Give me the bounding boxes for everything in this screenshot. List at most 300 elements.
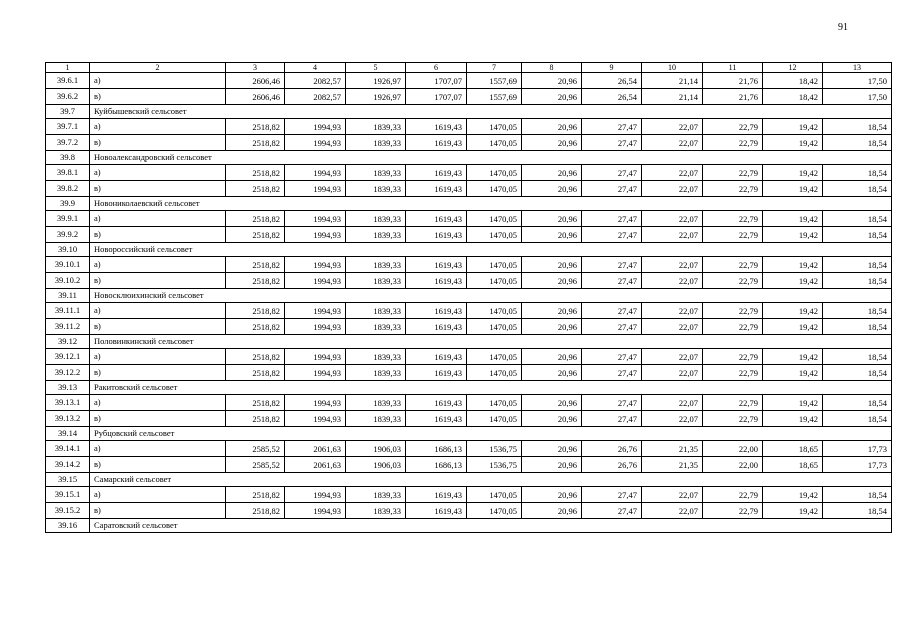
row-code: 39.11.1 xyxy=(46,303,90,319)
table-row xyxy=(46,503,892,519)
value-cell: 2585,52 xyxy=(226,457,285,473)
value-cell: 18,54 xyxy=(823,135,892,151)
value-cell: 22,07 xyxy=(642,211,703,227)
value-cell: 19,42 xyxy=(763,487,823,503)
value-cell: 20,96 xyxy=(522,349,582,365)
value-cell: 22,79 xyxy=(703,411,763,427)
value-cell: 1926,97 xyxy=(346,73,406,89)
value-cell: 1619,43 xyxy=(406,319,467,335)
value-cell: 2518,82 xyxy=(226,135,285,151)
value-cell: 1470,05 xyxy=(467,365,522,381)
value-cell: 18,42 xyxy=(763,73,823,89)
value-cell: 20,96 xyxy=(522,487,582,503)
value-cell: 1557,69 xyxy=(467,73,522,89)
value-cell: 21,14 xyxy=(642,89,703,105)
value-cell: 1906,03 xyxy=(346,457,406,473)
value-cell: 1470,05 xyxy=(467,257,522,273)
group-code: 39.15 xyxy=(46,473,90,487)
row-code: 39.12.1 xyxy=(46,349,90,365)
value-cell: 20,96 xyxy=(522,365,582,381)
group-code: 39.9 xyxy=(46,197,90,211)
value-cell: 20,96 xyxy=(522,89,582,105)
row-label: в) xyxy=(90,319,226,335)
value-cell: 1994,93 xyxy=(285,503,346,519)
value-cell: 1839,33 xyxy=(346,395,406,411)
column-header: 6 xyxy=(406,63,467,73)
value-cell: 19,42 xyxy=(763,119,823,135)
row-code: 39.14.1 xyxy=(46,441,90,457)
value-cell: 1839,33 xyxy=(346,227,406,243)
value-cell: 22,07 xyxy=(642,349,703,365)
group-code: 39.13 xyxy=(46,381,90,395)
value-cell: 20,96 xyxy=(522,135,582,151)
value-cell: 27,47 xyxy=(582,135,642,151)
row-code: 39.13.2 xyxy=(46,411,90,427)
row-code: 39.13.1 xyxy=(46,395,90,411)
row-code: 39.10.1 xyxy=(46,257,90,273)
value-cell: 22,79 xyxy=(703,273,763,289)
value-cell: 19,42 xyxy=(763,503,823,519)
value-cell: 19,42 xyxy=(763,319,823,335)
value-cell: 2518,82 xyxy=(226,257,285,273)
value-cell: 1994,93 xyxy=(285,395,346,411)
value-cell: 1994,93 xyxy=(285,319,346,335)
value-cell: 2518,82 xyxy=(226,181,285,197)
value-cell: 2518,82 xyxy=(226,411,285,427)
table-body xyxy=(46,73,892,533)
row-label: а) xyxy=(90,441,226,457)
group-name: Куйбышевский сельсовет xyxy=(90,105,892,119)
value-cell: 27,47 xyxy=(582,487,642,503)
value-cell: 1619,43 xyxy=(406,135,467,151)
value-cell: 22,07 xyxy=(642,303,703,319)
value-cell: 1470,05 xyxy=(467,395,522,411)
value-cell: 18,54 xyxy=(823,303,892,319)
value-cell: 1994,93 xyxy=(285,165,346,181)
value-cell: 20,96 xyxy=(522,227,582,243)
table-row xyxy=(46,487,892,503)
value-cell: 22,07 xyxy=(642,165,703,181)
value-cell: 2061,63 xyxy=(285,441,346,457)
value-cell: 1470,05 xyxy=(467,135,522,151)
value-cell: 2518,82 xyxy=(226,365,285,381)
value-cell: 22,00 xyxy=(703,457,763,473)
value-cell: 1906,03 xyxy=(346,441,406,457)
value-cell: 19,42 xyxy=(763,395,823,411)
page-number: 91 xyxy=(838,22,848,33)
table-row xyxy=(46,135,892,151)
value-cell: 19,42 xyxy=(763,411,823,427)
column-header: 5 xyxy=(346,63,406,73)
row-code: 39.7.1 xyxy=(46,119,90,135)
group-code: 39.11 xyxy=(46,289,90,303)
value-cell: 20,96 xyxy=(522,395,582,411)
value-cell: 22,07 xyxy=(642,273,703,289)
column-header: 9 xyxy=(582,63,642,73)
value-cell: 1839,33 xyxy=(346,273,406,289)
value-cell: 20,96 xyxy=(522,119,582,135)
value-cell: 22,79 xyxy=(703,257,763,273)
value-cell: 27,47 xyxy=(582,211,642,227)
value-cell: 2518,82 xyxy=(226,303,285,319)
value-cell: 27,47 xyxy=(582,119,642,135)
value-cell: 27,47 xyxy=(582,349,642,365)
group-row xyxy=(46,105,892,119)
value-cell: 1619,43 xyxy=(406,487,467,503)
value-cell: 19,42 xyxy=(763,349,823,365)
value-cell: 1619,43 xyxy=(406,303,467,319)
value-cell: 1619,43 xyxy=(406,503,467,519)
value-cell: 1470,05 xyxy=(467,319,522,335)
group-name: Саратовский сельсовет xyxy=(90,519,892,533)
value-cell: 22,79 xyxy=(703,227,763,243)
value-cell: 2082,57 xyxy=(285,73,346,89)
table-row xyxy=(46,457,892,473)
value-cell: 1839,33 xyxy=(346,503,406,519)
value-cell: 2585,52 xyxy=(226,441,285,457)
table-row xyxy=(46,411,892,427)
value-cell: 22,07 xyxy=(642,319,703,335)
value-cell: 1994,93 xyxy=(285,227,346,243)
value-cell: 1470,05 xyxy=(467,165,522,181)
row-code: 39.14.2 xyxy=(46,457,90,473)
row-label: в) xyxy=(90,411,226,427)
row-label: а) xyxy=(90,395,226,411)
value-cell: 1619,43 xyxy=(406,119,467,135)
value-cell: 27,47 xyxy=(582,319,642,335)
row-code: 39.15.1 xyxy=(46,487,90,503)
row-label: в) xyxy=(90,89,226,105)
value-cell: 1839,33 xyxy=(346,349,406,365)
value-cell: 1686,13 xyxy=(406,457,467,473)
value-cell: 1470,05 xyxy=(467,503,522,519)
group-row xyxy=(46,197,892,211)
value-cell: 18,54 xyxy=(823,257,892,273)
value-cell: 1536,75 xyxy=(467,457,522,473)
row-code: 39.6.2 xyxy=(46,89,90,105)
value-cell: 18,65 xyxy=(763,441,823,457)
value-cell: 1926,97 xyxy=(346,89,406,105)
value-cell: 20,96 xyxy=(522,319,582,335)
value-cell: 27,47 xyxy=(582,411,642,427)
value-cell: 2518,82 xyxy=(226,319,285,335)
table-row xyxy=(46,441,892,457)
group-row xyxy=(46,381,892,395)
row-code: 39.7.2 xyxy=(46,135,90,151)
value-cell: 1994,93 xyxy=(285,303,346,319)
group-row xyxy=(46,427,892,441)
value-cell: 2518,82 xyxy=(226,503,285,519)
value-cell: 27,47 xyxy=(582,395,642,411)
value-cell: 20,96 xyxy=(522,181,582,197)
value-cell: 1619,43 xyxy=(406,349,467,365)
value-cell: 1470,05 xyxy=(467,487,522,503)
group-row xyxy=(46,473,892,487)
value-cell: 17,73 xyxy=(823,457,892,473)
value-cell: 26,76 xyxy=(582,441,642,457)
value-cell: 22,79 xyxy=(703,119,763,135)
value-cell: 1619,43 xyxy=(406,365,467,381)
value-cell: 22,07 xyxy=(642,119,703,135)
group-code: 39.14 xyxy=(46,427,90,441)
row-label: а) xyxy=(90,119,226,135)
group-code: 39.16 xyxy=(46,519,90,533)
value-cell: 19,42 xyxy=(763,165,823,181)
value-cell: 22,07 xyxy=(642,411,703,427)
table-row xyxy=(46,211,892,227)
value-cell: 22,79 xyxy=(703,319,763,335)
value-cell: 1536,75 xyxy=(467,441,522,457)
value-cell: 1707,07 xyxy=(406,89,467,105)
value-cell: 20,96 xyxy=(522,273,582,289)
value-cell: 19,42 xyxy=(763,273,823,289)
row-label: а) xyxy=(90,257,226,273)
value-cell: 1557,69 xyxy=(467,89,522,105)
value-cell: 1470,05 xyxy=(467,411,522,427)
value-cell: 18,54 xyxy=(823,487,892,503)
column-header: 12 xyxy=(763,63,823,73)
value-cell: 22,07 xyxy=(642,181,703,197)
value-cell: 20,96 xyxy=(522,457,582,473)
column-header: 13 xyxy=(823,63,892,73)
value-cell: 18,54 xyxy=(823,395,892,411)
value-cell: 26,54 xyxy=(582,89,642,105)
value-cell: 21,14 xyxy=(642,73,703,89)
value-cell: 1839,33 xyxy=(346,165,406,181)
value-cell: 1994,93 xyxy=(285,119,346,135)
value-cell: 19,42 xyxy=(763,181,823,197)
group-row xyxy=(46,335,892,349)
row-label: а) xyxy=(90,165,226,181)
table-row xyxy=(46,165,892,181)
value-cell: 2606,46 xyxy=(226,73,285,89)
value-cell: 22,79 xyxy=(703,303,763,319)
row-label: а) xyxy=(90,73,226,89)
value-cell: 1470,05 xyxy=(467,181,522,197)
value-cell: 1619,43 xyxy=(406,227,467,243)
value-cell: 1619,43 xyxy=(406,181,467,197)
column-header: 7 xyxy=(467,63,522,73)
value-cell: 19,42 xyxy=(763,365,823,381)
table-row xyxy=(46,89,892,105)
row-label: в) xyxy=(90,227,226,243)
value-cell: 22,79 xyxy=(703,181,763,197)
table-row xyxy=(46,395,892,411)
value-cell: 20,96 xyxy=(522,303,582,319)
group-row xyxy=(46,243,892,257)
row-code: 39.10.2 xyxy=(46,273,90,289)
value-cell: 22,07 xyxy=(642,395,703,411)
value-cell: 17,73 xyxy=(823,441,892,457)
value-cell: 1839,33 xyxy=(346,135,406,151)
row-label: в) xyxy=(90,273,226,289)
table-header-row xyxy=(46,63,892,73)
value-cell: 18,54 xyxy=(823,181,892,197)
row-code: 39.9.2 xyxy=(46,227,90,243)
table-row xyxy=(46,303,892,319)
value-cell: 18,54 xyxy=(823,411,892,427)
tariff-table xyxy=(45,62,892,533)
value-cell: 1839,33 xyxy=(346,257,406,273)
value-cell: 21,76 xyxy=(703,89,763,105)
row-code: 39.8.2 xyxy=(46,181,90,197)
value-cell: 19,42 xyxy=(763,211,823,227)
group-row xyxy=(46,289,892,303)
value-cell: 27,47 xyxy=(582,165,642,181)
value-cell: 26,54 xyxy=(582,73,642,89)
row-label: в) xyxy=(90,457,226,473)
value-cell: 2061,63 xyxy=(285,457,346,473)
value-cell: 22,00 xyxy=(703,441,763,457)
value-cell: 1994,93 xyxy=(285,411,346,427)
value-cell: 20,96 xyxy=(522,503,582,519)
table-row xyxy=(46,257,892,273)
row-label: а) xyxy=(90,303,226,319)
value-cell: 1470,05 xyxy=(467,119,522,135)
value-cell: 22,07 xyxy=(642,487,703,503)
value-cell: 18,54 xyxy=(823,365,892,381)
value-cell: 27,47 xyxy=(582,181,642,197)
value-cell: 22,79 xyxy=(703,395,763,411)
value-cell: 1994,93 xyxy=(285,211,346,227)
group-name: Новоалександровский сельсовет xyxy=(90,151,892,165)
value-cell: 2518,82 xyxy=(226,349,285,365)
value-cell: 1619,43 xyxy=(406,273,467,289)
value-cell: 2518,82 xyxy=(226,273,285,289)
value-cell: 21,35 xyxy=(642,441,703,457)
value-cell: 1994,93 xyxy=(285,487,346,503)
table-row xyxy=(46,73,892,89)
value-cell: 2606,46 xyxy=(226,89,285,105)
value-cell: 26,76 xyxy=(582,457,642,473)
group-name: Половинкинский сельсовет xyxy=(90,335,892,349)
group-name: Рубцовский сельсовет xyxy=(90,427,892,441)
value-cell: 1839,33 xyxy=(346,411,406,427)
column-header: 1 xyxy=(46,63,90,73)
group-code: 39.8 xyxy=(46,151,90,165)
value-cell: 1707,07 xyxy=(406,73,467,89)
value-cell: 21,76 xyxy=(703,73,763,89)
group-name: Ракитовский сельсовет xyxy=(90,381,892,395)
value-cell: 1839,33 xyxy=(346,119,406,135)
row-label: в) xyxy=(90,181,226,197)
value-cell: 18,54 xyxy=(823,211,892,227)
value-cell: 18,54 xyxy=(823,227,892,243)
group-code: 39.7 xyxy=(46,105,90,119)
value-cell: 22,07 xyxy=(642,257,703,273)
value-cell: 2518,82 xyxy=(226,487,285,503)
value-cell: 27,47 xyxy=(582,503,642,519)
group-row xyxy=(46,519,892,533)
value-cell: 1994,93 xyxy=(285,135,346,151)
value-cell: 27,47 xyxy=(582,227,642,243)
row-code: 39.8.1 xyxy=(46,165,90,181)
row-code: 39.11.2 xyxy=(46,319,90,335)
row-code: 39.15.2 xyxy=(46,503,90,519)
value-cell: 1839,33 xyxy=(346,181,406,197)
value-cell: 2518,82 xyxy=(226,395,285,411)
group-name: Самарский сельсовет xyxy=(90,473,892,487)
table-row xyxy=(46,181,892,197)
row-label: в) xyxy=(90,503,226,519)
value-cell: 2518,82 xyxy=(226,227,285,243)
row-code: 39.6.1 xyxy=(46,73,90,89)
column-header: 10 xyxy=(642,63,703,73)
value-cell: 1994,93 xyxy=(285,273,346,289)
table-row xyxy=(46,365,892,381)
value-cell: 22,79 xyxy=(703,135,763,151)
table-row xyxy=(46,227,892,243)
value-cell: 1839,33 xyxy=(346,487,406,503)
value-cell: 22,07 xyxy=(642,135,703,151)
value-cell: 20,96 xyxy=(522,257,582,273)
column-header: 11 xyxy=(703,63,763,73)
column-header: 4 xyxy=(285,63,346,73)
value-cell: 27,47 xyxy=(582,303,642,319)
value-cell: 1839,33 xyxy=(346,365,406,381)
group-code: 39.10 xyxy=(46,243,90,257)
row-label: в) xyxy=(90,365,226,381)
value-cell: 2518,82 xyxy=(226,211,285,227)
column-header: 8 xyxy=(522,63,582,73)
row-code: 39.12.2 xyxy=(46,365,90,381)
column-header: 2 xyxy=(90,63,226,73)
value-cell: 1839,33 xyxy=(346,211,406,227)
row-code: 39.9.1 xyxy=(46,211,90,227)
value-cell: 22,79 xyxy=(703,487,763,503)
value-cell: 22,07 xyxy=(642,227,703,243)
value-cell: 1470,05 xyxy=(467,273,522,289)
value-cell: 18,42 xyxy=(763,89,823,105)
value-cell: 2518,82 xyxy=(226,119,285,135)
value-cell: 19,42 xyxy=(763,227,823,243)
value-cell: 1470,05 xyxy=(467,227,522,243)
value-cell: 1839,33 xyxy=(346,319,406,335)
value-cell: 19,42 xyxy=(763,135,823,151)
table-row xyxy=(46,119,892,135)
value-cell: 20,96 xyxy=(522,165,582,181)
table-row xyxy=(46,349,892,365)
value-cell: 1839,33 xyxy=(346,303,406,319)
value-cell: 17,50 xyxy=(823,73,892,89)
value-cell: 22,07 xyxy=(642,365,703,381)
value-cell: 22,79 xyxy=(703,165,763,181)
group-name: Новороссийский сельсовет xyxy=(90,243,892,257)
value-cell: 18,54 xyxy=(823,349,892,365)
value-cell: 1470,05 xyxy=(467,303,522,319)
value-cell: 1619,43 xyxy=(406,165,467,181)
group-code: 39.12 xyxy=(46,335,90,349)
value-cell: 1619,43 xyxy=(406,211,467,227)
row-label: а) xyxy=(90,211,226,227)
value-cell: 1994,93 xyxy=(285,365,346,381)
value-cell: 2518,82 xyxy=(226,165,285,181)
value-cell: 1619,43 xyxy=(406,411,467,427)
value-cell: 2082,57 xyxy=(285,89,346,105)
value-cell: 17,50 xyxy=(823,89,892,105)
value-cell: 22,79 xyxy=(703,365,763,381)
value-cell: 18,54 xyxy=(823,273,892,289)
value-cell: 21,35 xyxy=(642,457,703,473)
value-cell: 1470,05 xyxy=(467,349,522,365)
value-cell: 1994,93 xyxy=(285,349,346,365)
value-cell: 22,79 xyxy=(703,211,763,227)
value-cell: 20,96 xyxy=(522,411,582,427)
value-cell: 20,96 xyxy=(522,73,582,89)
value-cell: 22,79 xyxy=(703,349,763,365)
value-cell: 27,47 xyxy=(582,365,642,381)
column-header: 3 xyxy=(226,63,285,73)
